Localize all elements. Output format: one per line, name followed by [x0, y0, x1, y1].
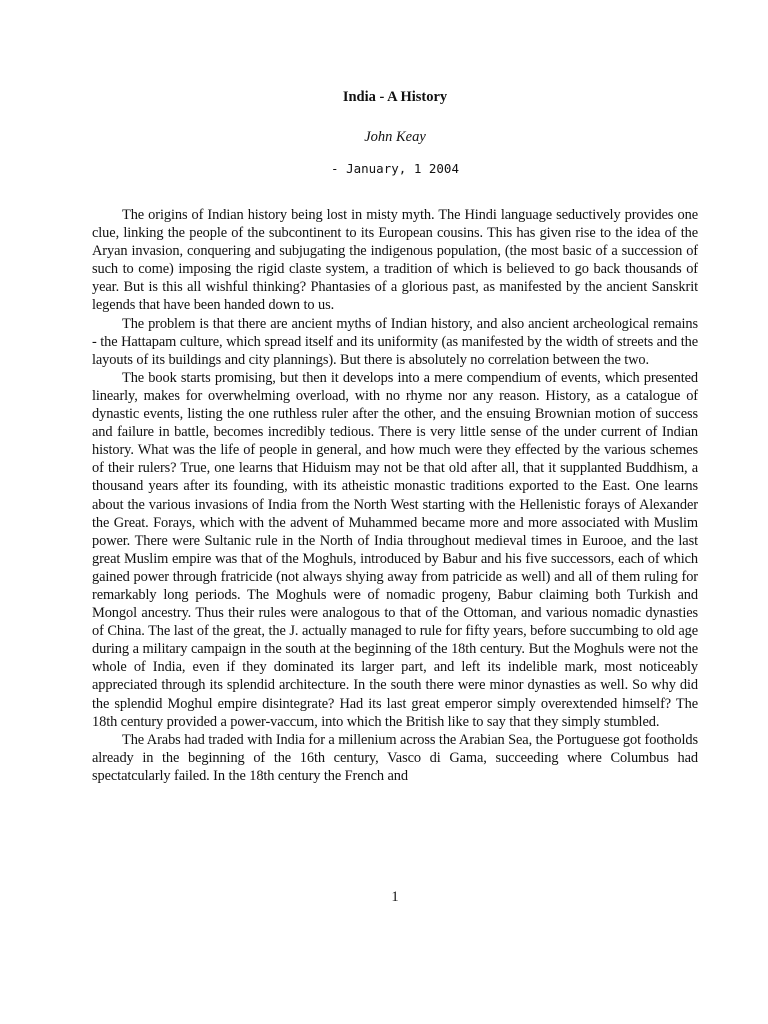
document-body [92, 206, 698, 785]
document-author: John Keay [364, 129, 426, 145]
document-date: - January, 1 2004 [331, 161, 459, 176]
paragraph-4: The Arabs had traded with India for a millenium across the Arabian Sea, the Portuguese got footholds already in the beginning of the 16th century, Vasco di Gama, succeeding where Columbus had spectatcularly failed. In the 18th century the French and [92, 731, 698, 784]
document-title: India - A History [342, 89, 448, 105]
page-number: 1 [391, 889, 399, 905]
paragraph-1: The origins of Indian history being lost in misty myth. The Hindi language seductively provides one clue, linking the people of the subcontinent to its European cousins. This has given rise to the idea of the Aryan invasion, conquering and subjugating the indigenous population, (the most basic of a succession of such to come) imposing the rigid claste system, a tradition of which is believed to go back thousands of year. But is this all wishful thinking? Phantasies of a glorious past, as manifested by the ancient Sanskrit legends that have been handed down to us. [92, 207, 698, 314]
paragraph-2: The problem is that there are ancient myths of Indian history, and also ancient archeological remains - the Hattapam culture, which spread itself and its uniformity (as manifested by the width of streets and the layouts of its buildings and city plannings). But there is absolutely no correlation between the two. [92, 315, 698, 368]
paragraph-3: The book starts promising, but then it develops into a mere compendium of events, which presented linearly, makes for overwhelming overload, with no rhyme nor any reason. History, as a catalogue of dynastic events, listing the one ruthless ruler after the other, and the ensuing Brownian motion of success and failure in battle, becomes incredibly tedious. There is very little sense of the under current of Indian history. What was the life of people in general, and how much were they effected by the various schemes of their rulers? True, one learns that Hiduism may not be that old after all, that it supplanted Buddhism, a thousand years after its founding, with its atheistic monastic traditions exported to the East. One learns about the various invasions of India from the North West starting with the Hellenistic forays of Alexander the Great. Forays, which with the advent of Muhammed became more and more associated with Muslim power. There were Sultanic rule in the North of India throughout medieval times in Eurooe, and the last great Muslim empire was that of the Moghuls, introduced by Babur and his five successors, each of which gained power through fratricide (not always shying away from patricide as well) and all of them ruling for remarkably long periods. The Moghuls were of nomadic progeny, Babur claiming both Turkish and Mongol ancestry. Thus their rules were analogous to that of the Ottoman, and various nomadic dynasties of China. The last of the great, the J. actually managed to rule for fifty years, before succumbing to old age during a military campaign in the south at the beginning of the 18th century. But the Moghuls were not the whole of India, even if they dominated its larger part, and left its indelible mark, most noticeably appreciated through its splendid architecture. In the south there were minor dynasties as well. So why did the splendid Moghul empire disintegrate? Had its last great emperor simply overextended himself? The 18th century provided a power-vaccum, into which the British like to say that they simply stumbled. [92, 369, 698, 730]
